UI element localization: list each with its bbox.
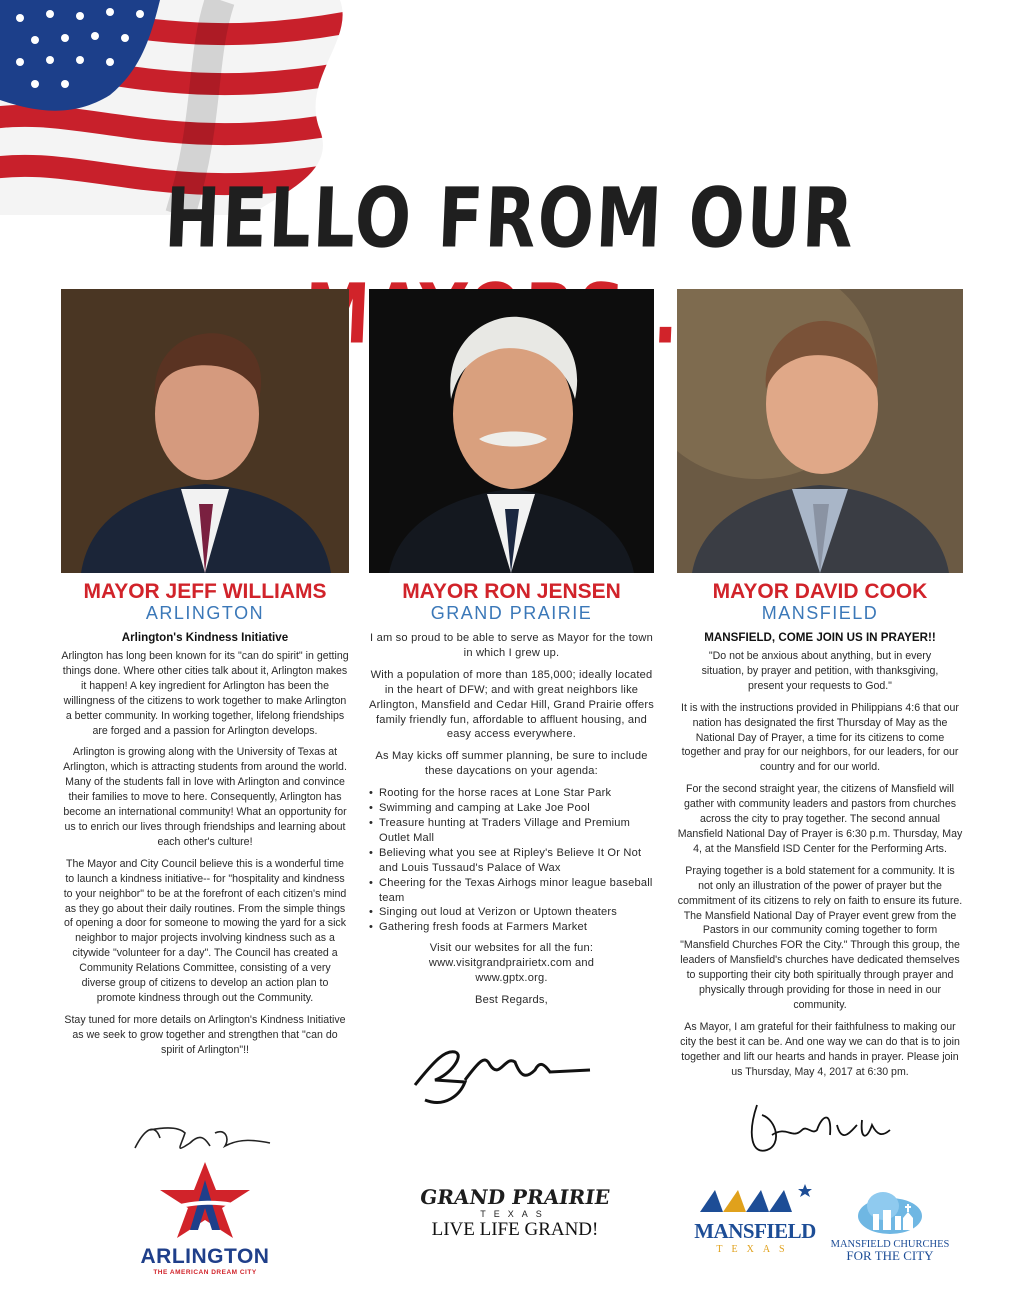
letter-paragraph: With a population of more than 185,000; ideally located in the heart of DFW; and with great neighbors like Arlington, Mansfield and Cedar Hill, Grand Prairie offers family friendly fun, affordable to affluent housing, and easy access everywhere. <box>369 668 654 741</box>
mansfield-churches-logo <box>828 1188 952 1261</box>
arlington-logo-tagline: THE AMERICAN DREAM CITY <box>153 1269 257 1276</box>
letter-paragraph: As May kicks off summer planning, be sure to include these daycations on your agenda: <box>375 750 648 778</box>
mayor-name: MAYOR RON JENSEN <box>402 580 621 603</box>
letter-paragraph: For the second straight year, the citizens of Mansfield will gather with community leaders and pastors from churches across the city to pray together. The second annual Mansfield National Day of Prayer is 6:30 p.m. Thursday, May 4, at the Mansfield ISD Center for the Performing Arts. <box>677 783 963 855</box>
signature-cook <box>742 1095 892 1160</box>
letter-paragraph: Praying together is a bold statement for a community. It is not only an illustration of the power of prayer but the commitment of its citizens to rely on faith to ensure its future. The Mansfield National Day of Prayer event grew from the Pastors in our community coming together to form "Mansfield Churches FOR the City." Through this group, the leaders of Mansfield's churches have dedicated themselves to supporting their city both spiritually through prayer and physically through providing for those in need in our community. <box>677 864 963 1011</box>
arlington-star-icon <box>155 1160 255 1240</box>
list-item: • Gathering fresh foods at Farmers Market <box>369 920 654 935</box>
mansfield-logo-state: TEXAS <box>716 1244 794 1255</box>
letter-paragraph: Arlington is growing along with the University of Texas at Arlington, which is attracting students from around the world. Many of the students fall in love with Arlington and convince their families to move to here. Consequently, Arlington has become an international community! What an opportunity for us to enrich our lives through friendships and learning about each other's culture! <box>63 746 347 848</box>
headline-main: HELLO FROM OUR <box>162 170 858 267</box>
mayor-name: MAYOR JEFF WILLIAMS <box>83 580 327 603</box>
grand-prairie-logo-name: GRAND PRAIRIE <box>418 1185 612 1209</box>
signature-jensen <box>405 1040 595 1110</box>
mayor-name: MAYOR DAVID COOK <box>712 580 928 603</box>
mansfield-logo <box>690 1180 820 1255</box>
arlington-logo <box>130 1160 280 1276</box>
mayor-city: GRAND PRAIRIE <box>430 603 593 623</box>
mansfield-emblem-icon <box>695 1180 815 1214</box>
mayor-city: ARLINGTON <box>145 603 265 623</box>
letter-body <box>677 649 963 1079</box>
letter-paragraph: Arlington has long been known for its "can do spirit" in getting things done. Where other cities talk about it, Arlington makes it happen! A key ingredient for Arlington has been the willingness of the citizens to work together to make Arlington a better community. In working together, lifelong friendships are forged and a passion for Arlington develops. <box>61 650 349 737</box>
daycation-list <box>369 786 654 935</box>
letter-paragraph: Stay tuned for more details on Arlington's Kindness Initiative as we seek to grow together and strengthen that "can do spirit of Arlington"!! <box>64 1013 346 1056</box>
letter-heading: MANSFIELD, COME JOIN US IN PRAYER!! <box>704 631 936 644</box>
mayor-column-mansfield <box>677 289 963 1086</box>
letter-paragraph: As Mayor, I am grateful for their faithfulness to making our city the best it can be. And one way we can do that is to join together and lift our hearts and hands in prayer. Please join us Thursday, May 4, 2017 at 6:30 pm. <box>680 1020 960 1078</box>
letter-paragraph: The Mayor and City Council believe this is a wonderful time to launch a kindness initiative-- for "hospitality and kindness to your neighbor" to be at the forefront of each citizen's mind as they go about their daily routines. From the simple things of opening a door for someone to mowing the yard for a sick neighbor to major projects involving kindness such as a citywide "volunteer for a day". The Council has created a Community Relations Committee, consisting of a very diverse group of citizens to develop an action plan to promote kindness through out the Community. <box>63 857 347 1004</box>
list-item: • Believing what you see at Ripley's Believe It Or Not and Louis Tussaud's Palace of Wax <box>369 846 654 876</box>
list-item: • Singing out loud at Verizon or Uptown theaters <box>369 905 654 920</box>
letter-body <box>61 649 349 1058</box>
grand-prairie-logo-slogan: LIVE LIFE GRAND! <box>431 1219 599 1240</box>
mayor-photo-williams <box>61 289 349 573</box>
churches-logo-line1: MANSFIELD CHURCHES <box>830 1239 950 1250</box>
grand-prairie-logo <box>420 1185 610 1241</box>
churches-logo-line2: FOR THE CITY <box>846 1248 934 1263</box>
letter-heading: Arlington's Kindness Initiative <box>121 631 289 644</box>
list-item: • Swimming and camping at Lake Joe Pool <box>369 801 654 816</box>
letter-body <box>369 631 654 1008</box>
letter-paragraph: It is with the instructions provided in Philippians 4:6 that our nation has designated the first Thursday of May as the National Day of Prayer, a time for its citizens to come together and pray for our neighbors, for our leaders, for our country and for our world. <box>681 701 959 774</box>
list-item: • Rooting for the horse races at Lone Star Park <box>369 786 654 801</box>
mayor-photo-jensen <box>369 289 654 573</box>
letter-closing: Visit our websites for all the fun: www.visitgrandprairietx.com and www.gptx.org. <box>428 942 595 985</box>
churches-cloud-icon <box>855 1188 925 1234</box>
mayor-column-grand-prairie <box>369 289 654 1015</box>
letter-quote: "Do not be anxious about anything, but in every situation, by prayer and petition, with thanksgiving, present your requests to God." <box>701 650 939 692</box>
signature-williams <box>130 1118 275 1158</box>
letter-paragraph: I am so proud to be able to serve as Mayor for the town in which I grew up. <box>370 632 653 659</box>
grand-prairie-logo-state: TEXAS <box>480 1209 550 1219</box>
arlington-logo-name: ARLINGTON <box>140 1245 270 1268</box>
mayor-photo-cook <box>677 289 963 573</box>
mayor-column-arlington <box>61 289 349 1065</box>
mansfield-logo-name: MANSFIELD <box>694 1219 816 1243</box>
list-item: • Treasure hunting at Traders Village and Premium Outlet Mall <box>369 816 654 846</box>
mayor-city: MANSFIELD <box>761 603 879 623</box>
letter-regards: Best Regards, <box>475 993 548 1006</box>
list-item: • Cheering for the Texas Airhogs minor league baseball team <box>369 876 654 906</box>
